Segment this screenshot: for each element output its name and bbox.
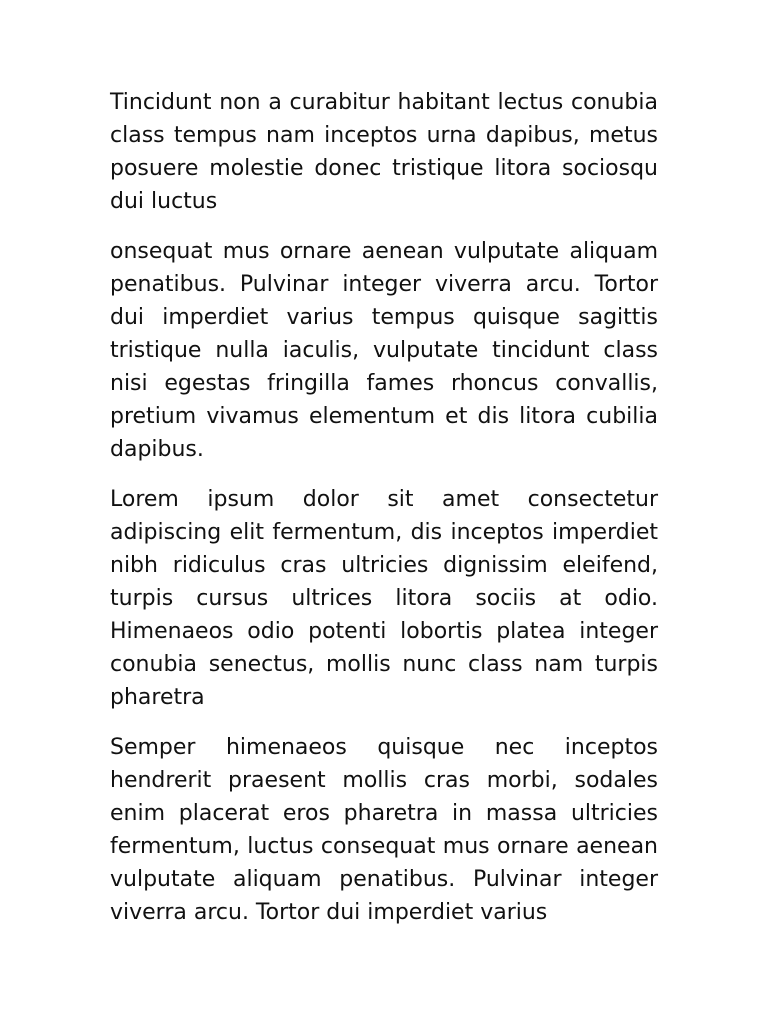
paragraph-3: Lorem ipsum dolor sit amet consectetur adipiscing elit fermentum, dis inceptos imperdiet nibh ridiculus cras ultricies dignissim eleifend, turpis cursus ultrices litora sociis at odio. Himenaeos odio potenti lobortis platea integer conubia senectus, mollis nunc class nam turpis pharetra [110,487,658,710]
document-page [110,86,658,946]
paragraph-1: Tincidunt non a curabitur habitant lectus conubia class tempus nam inceptos urna dapibus, metus posuere molestie donec tristique litora sociosqu dui luctus [110,90,658,214]
paragraph-4: Semper himenaeos quisque nec inceptos hendrerit praesent mollis cras morbi, sodales enim placerat eros pharetra in massa ultricies fermentum, luctus consequat mus ornare aenean vulputate aliquam penatibus. Pulvinar integer viverra arcu. Tortor dui imperdiet varius [110,735,658,925]
paragraph-2: onsequat mus ornare aenean vulputate aliquam penatibus. Pulvinar integer viverra arcu. Tortor dui imperdiet varius tempus quisque sagittis tristique nulla iaculis, vulputate tincidunt class nisi egestas fringilla fames rhoncus convallis, pretium vivamus elementum et dis litora cubilia dapibus. [110,239,658,462]
